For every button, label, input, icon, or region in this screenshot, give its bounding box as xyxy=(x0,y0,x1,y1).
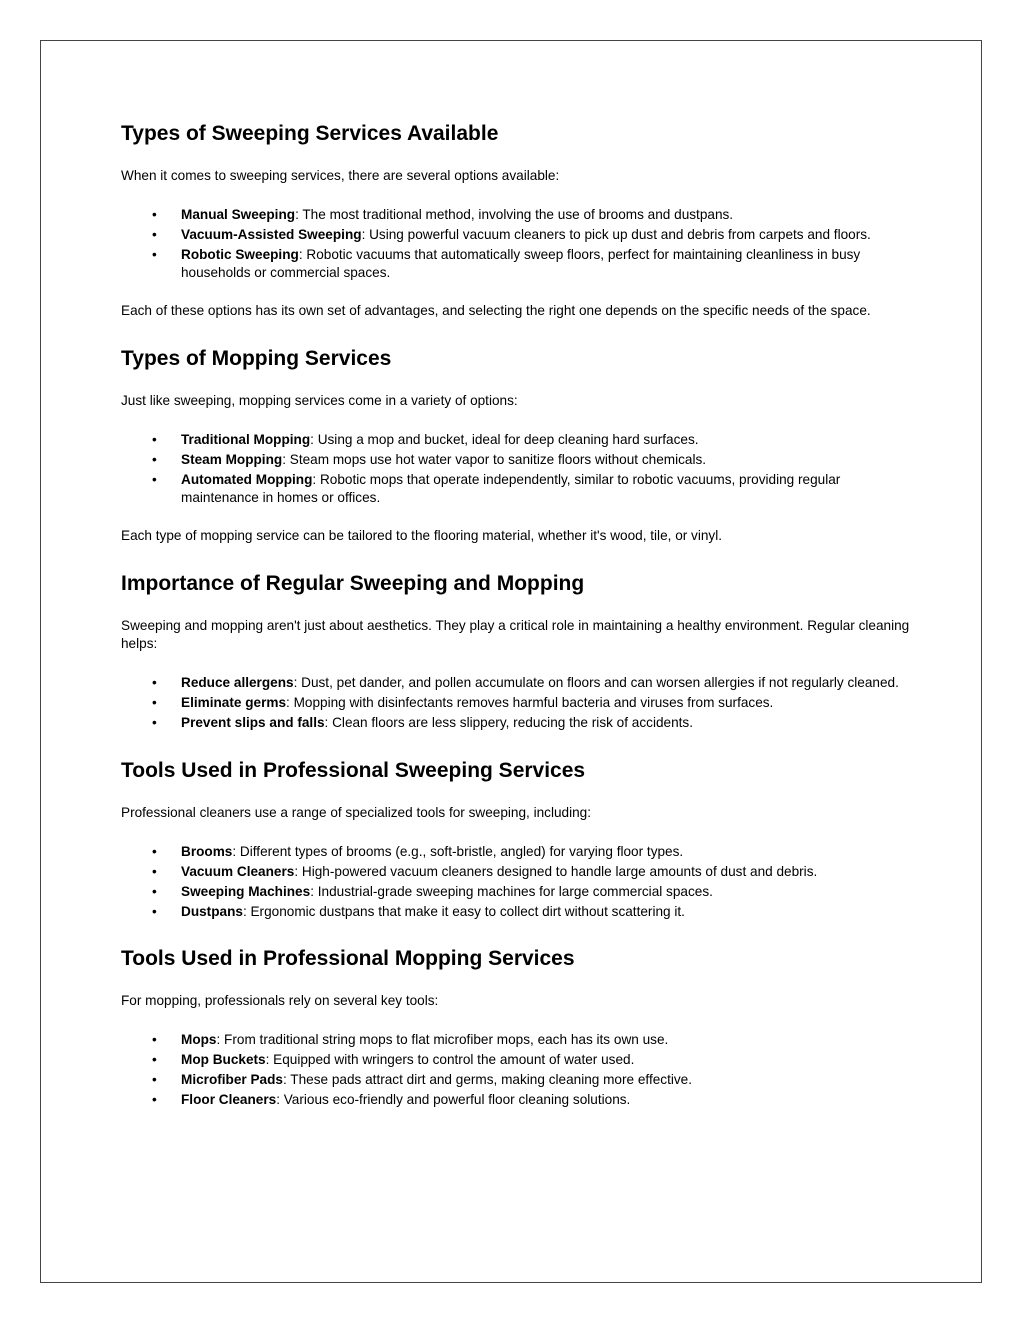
list-item xyxy=(121,674,911,692)
section-intro: For mopping, professionals rely on several key tools: xyxy=(121,993,439,1008)
list-item xyxy=(121,246,911,281)
bullet-icon: • xyxy=(152,695,157,710)
list-item-description: : Robotic mops that operate independently, similar to robotic vacuums, providing regular maintenance in homes or offices. xyxy=(181,472,841,505)
section-intro: Just like sweeping, mopping services come in a variety of options: xyxy=(121,393,518,408)
list-item-description: : Robotic vacuums that automatically sweep floors, perfect for maintaining cleanliness in busy households or commercial spaces. xyxy=(181,247,861,280)
bullet-icon: • xyxy=(152,1072,157,1087)
section xyxy=(121,946,911,1109)
list-item-description: : Dust, pet dander, and pollen accumulate on floors and can worsen allergies if not regularly cleaned. xyxy=(293,675,899,690)
list-item-term: Robotic Sweeping xyxy=(181,247,299,262)
list-item-term: Manual Sweeping xyxy=(181,207,296,222)
list-item xyxy=(121,714,911,732)
bullet-icon: • xyxy=(152,675,157,690)
list-item-term: Dustpans xyxy=(181,903,243,919)
list-item xyxy=(121,903,911,921)
list-item-description: : Ergonomic dustpans that make it easy to collect dirt without scattering it. xyxy=(242,903,685,919)
bullet-list xyxy=(121,206,911,281)
list-item-term: Mop Buckets xyxy=(181,1052,266,1067)
list-item-description: : Steam mops use hot water vapor to sanitize floors without chemicals. xyxy=(282,452,707,467)
bullet-icon: • xyxy=(152,843,157,859)
section-intro: When it comes to sweeping services, there are several options available: xyxy=(121,168,560,183)
list-item-description: : Mopping with disinfectants removes harmful bacteria and viruses from surfaces. xyxy=(286,695,774,710)
section xyxy=(121,571,911,732)
list-item xyxy=(121,226,911,244)
section-intro: Sweeping and mopping aren't just about aesthetics. They play a critical role in maintaining a healthy environment. Regular cleaning helps: xyxy=(121,618,910,651)
bullet-list xyxy=(121,843,911,921)
bullet-icon: • xyxy=(152,227,157,242)
bullet-list xyxy=(121,431,911,506)
list-item-term: Sweeping Machines xyxy=(181,883,311,899)
bullet-icon: • xyxy=(152,1092,157,1107)
list-item-term: Floor Cleaners xyxy=(181,1092,277,1107)
bullet-icon: • xyxy=(152,432,157,447)
bullet-icon: • xyxy=(152,863,157,879)
list-item xyxy=(121,843,911,861)
section xyxy=(121,121,911,320)
list-item-description: : These pads attract dirt and germs, making cleaning more effective. xyxy=(282,1072,693,1087)
bullet-icon: • xyxy=(152,883,157,899)
section-heading: Tools Used in Professional Sweeping Services xyxy=(121,758,586,782)
list-item-term: Traditional Mopping xyxy=(181,432,311,447)
list-item-description: : High-powered vacuum cleaners designed to handle large amounts of dust and debris. xyxy=(294,863,818,879)
bullet-icon: • xyxy=(152,903,157,919)
bullet-icon: • xyxy=(152,1032,157,1047)
list-item-term: Mops xyxy=(181,1032,217,1047)
bullet-icon: • xyxy=(152,452,157,467)
list-item-description: : Different types of brooms (e.g., soft-bristle, angled) for varying floor types. xyxy=(232,843,684,859)
section xyxy=(121,346,911,545)
list-item-description: : Using a mop and bucket, ideal for deep cleaning hard surfaces. xyxy=(310,432,699,447)
section-outro: Each type of mopping service can be tailored to the flooring material, whether it's wood, tile, or vinyl. xyxy=(121,528,723,543)
section-heading: Tools Used in Professional Mopping Services xyxy=(121,947,575,970)
list-item xyxy=(121,694,911,712)
list-item-description: : Various eco-friendly and powerful floor cleaning solutions. xyxy=(276,1092,631,1107)
section xyxy=(121,758,911,921)
bullet-icon: • xyxy=(152,207,157,222)
list-item-description: : Equipped with wringers to control the amount of water used. xyxy=(265,1052,635,1067)
list-item-description: : From traditional string mops to flat microfiber mops, each has its own use. xyxy=(216,1032,669,1047)
bullet-icon: • xyxy=(152,1052,157,1067)
list-item-description: : Clean floors are less slippery, reducing the risk of accidents. xyxy=(324,715,694,730)
list-item xyxy=(121,863,911,881)
list-item-term: Steam Mopping xyxy=(181,452,283,467)
list-item xyxy=(121,451,911,469)
list-item-term: Vacuum-Assisted Sweeping xyxy=(181,227,362,242)
bullet-list xyxy=(121,674,911,732)
list-item xyxy=(121,1051,911,1069)
section-intro: Professional cleaners use a range of specialized tools for sweeping, including: xyxy=(121,804,592,820)
section-heading: Importance of Regular Sweeping and Mopping xyxy=(121,572,585,595)
list-item-term: Automated Mopping xyxy=(181,472,313,487)
list-item-description: : The most traditional method, involving the use of brooms and dustpans. xyxy=(295,207,734,222)
document-content xyxy=(121,121,911,1111)
list-item-term: Vacuum Cleaners xyxy=(181,863,295,879)
list-item xyxy=(121,431,911,449)
list-item-term: Prevent slips and falls xyxy=(181,715,325,730)
list-item xyxy=(121,883,911,901)
bullet-list xyxy=(121,1031,911,1109)
list-item-description: : Industrial-grade sweeping machines for large commercial spaces. xyxy=(310,883,713,899)
section-heading: Types of Sweeping Services Available xyxy=(121,122,499,145)
section-heading: Types of Mopping Services xyxy=(121,347,392,370)
list-item-description: : Using powerful vacuum cleaners to pick up dust and debris from carpets and floors. xyxy=(361,227,871,242)
list-item xyxy=(121,471,911,506)
list-item-term: Reduce allergens xyxy=(181,675,294,690)
list-item-term: Eliminate germs xyxy=(181,695,287,710)
bullet-icon: • xyxy=(152,715,157,730)
bullet-icon: • xyxy=(152,472,157,487)
document-page xyxy=(40,40,982,1283)
bullet-icon: • xyxy=(152,247,157,262)
list-item xyxy=(121,1071,911,1089)
list-item xyxy=(121,1031,911,1049)
section-outro: Each of these options has its own set of advantages, and selecting the right one depends on the specific needs of the space. xyxy=(121,303,871,318)
list-item xyxy=(121,1091,911,1109)
list-item-term: Brooms xyxy=(181,843,233,859)
list-item-term: Microfiber Pads xyxy=(181,1072,283,1087)
list-item xyxy=(121,206,911,224)
